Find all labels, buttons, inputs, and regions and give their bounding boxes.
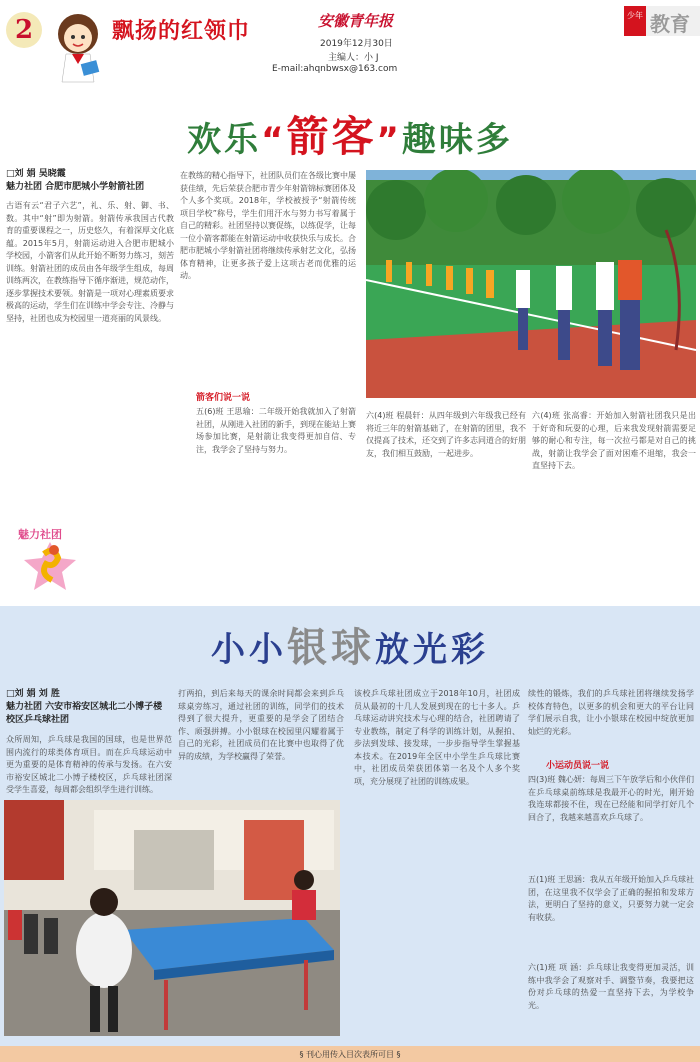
article1-col2: 在教练的精心指导下，社团队员们在各级比赛中屡获佳绩，先后荣获合肥市青少年射箭锦标赛团体及个人多个奖项。2018年，学校被授予“射箭传统项目学校”称号，学生们用汗水与努力书写着属于自己的精彩。社团坚持以赛促练，以练促学，让每一位小箭客都能在射箭运动中收获快乐与成长。合肥市肥城小学射箭社团将继续传承射艺文化，弘扬体育精神，让更多孩子爱上这项古老而优雅的运动。 bbox=[180, 171, 356, 280]
article1-quote3: 六(4)班 张高睿：开始加入射箭社团我只是出于好奇和玩耍的心理，后来我发现射箭需要足够的耐心和专注，每一次拉弓都是对自己的挑战，射箭让我学会了面对困难不退缩，我会一直坚持下去。 bbox=[532, 411, 696, 470]
headline2-highlight: 银球 bbox=[287, 625, 375, 671]
section-tag bbox=[624, 6, 700, 36]
article2-subhead: 小运动员说一说 bbox=[546, 761, 610, 771]
article2-authors: □刘 娟 刘 胜 bbox=[6, 689, 60, 699]
article2-byline bbox=[6, 688, 172, 727]
article2-col3: 该校乒乓球社团成立于2018年10月，社团成员从最初的十几人发展到现在的七十多人。乒乓球运动讲究技术与心理的结合，社团聘请了专业教练，制定了科学的训练计划，从握拍、步法到发球、接发球，一步步指导学生掌握基本技术。在2019年全区中小学生乒乓球比赛中，社团成员荣获团体第一名及个人多个奖项，充分展现了社团的训练成果。 bbox=[354, 689, 520, 786]
girl-mascot-icon bbox=[48, 8, 108, 88]
article1-col1: 古语有云“君子六艺”，礼、乐、射、御、书、数。其中“射”即为射箭。射箭传承我国古代教育的重要课程之一，历史悠久，有着深厚文化底蕴。2015年5月，射箭运动进入合肥市肥城小学校园，小箭客们从此开始不断努力练习，刻苦训练。射箭社团的成员由各年级学生组成，每周训练两次，在教练指导下循序渐进，规范动作，逐步掌握技术要领。射箭是一项对心理素质要求极高的运动，学生们在训练中学会专注、冷静与坚持，社团也成为校园里一道亮丽的风景线。 bbox=[6, 201, 174, 323]
newspaper-logo: 安徽青年报 bbox=[318, 12, 394, 30]
pingpong-photo bbox=[4, 800, 340, 1036]
article1-club: 魅力社团 合肥市肥城小学射箭社团 bbox=[6, 182, 145, 192]
issue-date: 2019年12月30日 bbox=[320, 39, 393, 49]
section-tag-label: 教育 bbox=[650, 12, 690, 36]
headline1-quote-close: ” bbox=[376, 120, 402, 160]
article1-authors: □刘 娟 吴晓霞 bbox=[6, 169, 66, 179]
editor-credit: 主编人：小 J bbox=[328, 53, 379, 63]
article2-col4: 续性的锻炼，我们的乒乓球社团将继续发扬学校体育特色，以更多的机会和更大的平台让同学们展示自我，让小小银球在校园中绽放更加灿烂的光彩。 bbox=[528, 689, 694, 736]
article2-col1: 众所周知，乒乓球是我国的国球，也是世界范围内流行的球类体育项目。而在乒乓球运动中更为重要的是体育精神的传承与发扬。在六安市裕安区城北二小博子楼校区，乒乓球社团深受学生喜爱，每周都会组织学生进行训练。 bbox=[6, 735, 172, 794]
article1-byline bbox=[6, 168, 176, 194]
club-badge-icon bbox=[10, 524, 90, 594]
footer-text: § 刊心用传入目次表所可目 § bbox=[299, 1050, 401, 1059]
article2-quote2: 五(1)班 王思涵：我从五年级开始加入乒乓球社团，在这里我不仅学会了正确的握拍和发球方法，更明白了坚持的意义，只要努力就一定会有收获。 bbox=[528, 875, 694, 922]
article1-quote2: 六(4)班 程晨轩：从四年级到六年级我已经有将近三年的射箭基础了，在射箭的团里，我不仅提高了技术，还交到了许多志同道合的好朋友，我们相互鼓励，一起进步。 bbox=[366, 411, 526, 458]
article1-quote1: 五(6)班 王思瑜：二年级开始我就加入了射箭社团，从刚进入社团的新手，到现在能站上赛场参加比赛，是射箭让我变得更加自信、专注，我学会了坚持与努力。 bbox=[196, 407, 356, 454]
headline1-highlight: 箭客 bbox=[286, 112, 377, 161]
badge-text: 魅力社团 bbox=[18, 528, 62, 541]
page-number: 2 bbox=[6, 12, 42, 48]
headline2-post: 放光彩 bbox=[375, 630, 489, 670]
article1-headline bbox=[0, 104, 700, 164]
contact-email: E-mail:ahqnbwsx@163.com bbox=[272, 64, 398, 74]
article2-club: 魅力社团 六安市裕安区城北二小博子楼 校区乒乓球社团 bbox=[6, 702, 163, 725]
column-title: 飘扬的红领巾 bbox=[112, 19, 251, 44]
article2-quote1: 四(3)班 魏心妍：每周三下午放学后和小伙伴们在乒乓球桌前练球是我最开心的时光，刚开始我连球都接不住，现在已经能和同学打好几个回合了，我越来越喜欢乒乓球了。 bbox=[528, 775, 694, 822]
headline1-quote-open: “ bbox=[261, 120, 287, 160]
article2-col2: 打两拍，到后来每天的课余时间都会来到乒乓球桌旁练习，通过社团的训练，同学们的技术得到了很大提升，更重要的是学会了团结合作、顽强拼搏。小小银球在校园里闪耀着属于自己的光彩，社团成员们在比赛中也取得了优异的成绩，为学校赢得了荣誉。 bbox=[178, 689, 344, 761]
article2-quote3: 六(1)班 项 涵：乒乓球让我变得更加灵活，训练中我学会了观察对手、调整节奏，我要把这份对乒乓球的热爱一直坚持下去，为学校争光。 bbox=[528, 963, 694, 1010]
archery-photo bbox=[366, 170, 696, 398]
headline1-pre: 欢乐 bbox=[187, 120, 262, 160]
section-tag-small: 少年 bbox=[624, 6, 646, 36]
article1-subhead: 箭客们说一说 bbox=[196, 393, 251, 403]
headline2-pre: 小小 bbox=[211, 630, 287, 670]
headline1-post: 趣味多 bbox=[401, 120, 513, 160]
article2-headline bbox=[0, 616, 700, 673]
